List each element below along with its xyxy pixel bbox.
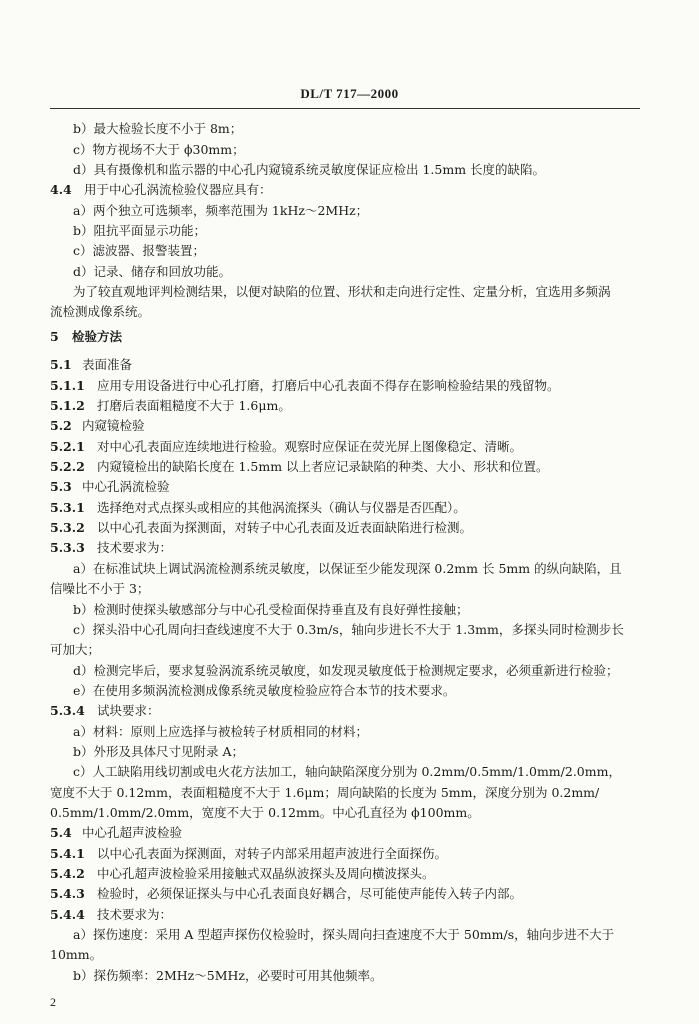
clause-5-2-1 <box>50 439 522 455</box>
clause-text: 中心孔涡流检验 <box>82 479 170 494</box>
clause-number: 5.4.4 <box>50 907 85 922</box>
clause-number: 5.4.1 <box>50 846 85 861</box>
clause-number: 5.2.2 <box>50 459 85 474</box>
clause-text: 内窥镜检出的缺陷长度在 1.5mm 以上者应记录缺陷的种类、大小、形状和位置。 <box>97 459 549 474</box>
clause-number: 5.4.3 <box>50 886 85 901</box>
clause-number: 5.2.1 <box>50 439 85 454</box>
list-item-b: b）最大检验长度不小于 8m； <box>73 121 243 136</box>
list-item-d: d）记录、储存和回放功能。 <box>73 264 232 279</box>
list-item-a: a）材料：原则上应选择与被检转子材质相同的材料； <box>73 724 368 739</box>
list-item-b: b）检测时使探头敏感部分与中心孔受检面保持垂直及有良好弹性接触； <box>73 602 469 617</box>
clause-5-3-1 <box>50 500 466 516</box>
list-item-c: c）探头沿中心孔周向扫查线速度不大于 0.3m/s，轴向步进长不大于 1.3mm，多探头同时检测步长 <box>73 622 624 637</box>
clause-number: 5.4.2 <box>50 866 85 881</box>
list-item-d: d）具有摄像机和监示器的中心孔内窥镜系统灵敏度保证应检出 1.5mm 长度的缺陷。 <box>73 162 546 177</box>
list-item-c: c）滤波器、报警装置； <box>73 243 206 258</box>
clause-number: 5.3.4 <box>50 703 85 718</box>
clause-5-4-1 <box>50 846 447 862</box>
clause-number: 5.3.1 <box>50 500 85 515</box>
clause-number: 5.1.1 <box>50 378 85 393</box>
clause-text: 中心孔超声波检验采用接触式双晶纵波探头及周向横波探头。 <box>97 866 435 881</box>
clause-text: 试块要求： <box>97 703 160 718</box>
list-item-continuation: 信噪比不小于 3； <box>50 581 150 596</box>
clause-number: 5.4 <box>50 825 72 840</box>
clause-5-3-4 <box>50 703 160 719</box>
list-item-continuation: 0.5mm/1.0mm/2.0mm，宽度不大于 0.12mm。中心孔直径为 ϕ100mm。 <box>50 805 480 820</box>
clause-5-1-2 <box>50 398 291 414</box>
clause-text: 用于中心孔涡流检验仪器应具有： <box>84 182 272 197</box>
list-item-e: e）在使用多频涡流检测成像系统灵敏度检验应符合本节的技术要求。 <box>73 683 456 698</box>
header-rule <box>50 108 640 109</box>
list-item-c: c）物方视场不大于 ϕ30mm； <box>73 142 245 157</box>
clause-text: 以中心孔表面为探测面，对转子中心孔表面及近表面缺陷进行检测。 <box>97 520 473 535</box>
list-item-continuation: 宽度不大于 0.12mm，表面粗糙度不大于 1.6μm；周向缺陷的长度为 5mm，深度分别为 0.2mm/ <box>50 785 600 800</box>
paragraph-line: 流检测成像系统。 <box>50 304 151 319</box>
clause-text: 打磨后表面粗糙度不大于 1.6μm。 <box>97 398 291 413</box>
clause-text: 对中心孔表面应连续地进行检验。观察时应保证在荧光屏上图像稳定、清晰。 <box>97 439 523 454</box>
clause-text: 表面准备 <box>82 357 133 372</box>
clause-text: 以中心孔表面为探测面，对转子内部采用超声波进行全面探伤。 <box>97 846 448 861</box>
clause-number: 5.3.3 <box>50 540 85 555</box>
clause-number: 5.3 <box>50 479 72 494</box>
clause-text: 选择绝对式点探头或相应的其他涡流探头（确认与仪器是否匹配）。 <box>97 500 466 515</box>
paragraph-line: 为了较直观地评判检测结果，以便对缺陷的位置、形状和走向进行定性、定量分析，宜选用多频涡 <box>73 284 611 299</box>
clause-text: 技术要求为： <box>97 540 173 555</box>
list-item-d: d）检测完毕后，要求复验涡流系统灵敏度，如发现灵敏度低于检测规定要求，必须重新进行检验； <box>73 663 619 678</box>
clause-text: 内窥镜检验 <box>82 418 145 433</box>
clause-5-4-2 <box>50 866 435 882</box>
clause-text: 检验方法 <box>72 329 123 344</box>
list-item-b: b）探伤频率：2MHz～5MHz，必要时可用其他频率。 <box>73 968 383 983</box>
clause-5-4-3 <box>50 886 522 902</box>
clause-5-4 <box>50 825 182 841</box>
clause-number: 5.3.2 <box>50 520 85 535</box>
clause-number: 4.4 <box>50 182 72 197</box>
clause-5-3-3 <box>50 540 172 556</box>
clause-5-2 <box>50 418 145 434</box>
clause-5-1-1 <box>50 378 560 394</box>
list-item-c: c）人工缺陷用线切割或电火花方法加工，轴向缺陷深度分别为 0.2mm/0.5mm/1.0mm/2.0mm， <box>73 764 621 779</box>
clause-5-3-2 <box>50 520 472 536</box>
standard-number: DL/T 717—2000 <box>300 86 399 101</box>
list-item-b: b）阻抗平面显示功能； <box>73 223 207 238</box>
list-item-a: a）探伤速度：采用 A 型超声探伤仪检验时，探头周向扫查速度不大于 50mm/s，轴向步进不大于 <box>73 927 615 942</box>
clause-text: 检验时，必须保证探头与中心孔表面良好耦合，尽可能使声能传入转子内部。 <box>97 886 523 901</box>
clause-number: 5 <box>50 329 59 344</box>
clause-5-1 <box>50 357 132 373</box>
page-number: 2 <box>50 995 56 1009</box>
clause-text: 中心孔超声波检验 <box>82 825 183 840</box>
list-item-a: a）两个独立可选频率，频率范围为 1kHz～2MHz； <box>73 203 369 218</box>
clause-5-2-2 <box>50 459 549 475</box>
clause-number: 5.2 <box>50 418 72 433</box>
clause-text: 技术要求为： <box>97 907 173 922</box>
clause-5-4-4 <box>50 907 172 923</box>
clause-number: 5.1.2 <box>50 398 85 413</box>
list-item-continuation: 可加大； <box>50 642 101 657</box>
list-item-b: b）外形及具体尺寸见附录 A； <box>73 744 245 759</box>
clause-number: 5.1 <box>50 357 72 372</box>
section-5-heading <box>50 329 122 345</box>
clause-text: 应用专用设备进行中心孔打磨，打磨后中心孔表面不得存在影响检验结果的残留物。 <box>97 378 560 393</box>
list-item-a: a）在标准试块上调试涡流检测系统灵敏度，以保证至少能发现深 0.2mm 长 5mm 的纵向缺陷，且 <box>73 561 622 576</box>
clause-4-4 <box>50 182 272 198</box>
clause-5-3 <box>50 479 170 495</box>
list-item-continuation: 10mm。 <box>50 947 103 962</box>
